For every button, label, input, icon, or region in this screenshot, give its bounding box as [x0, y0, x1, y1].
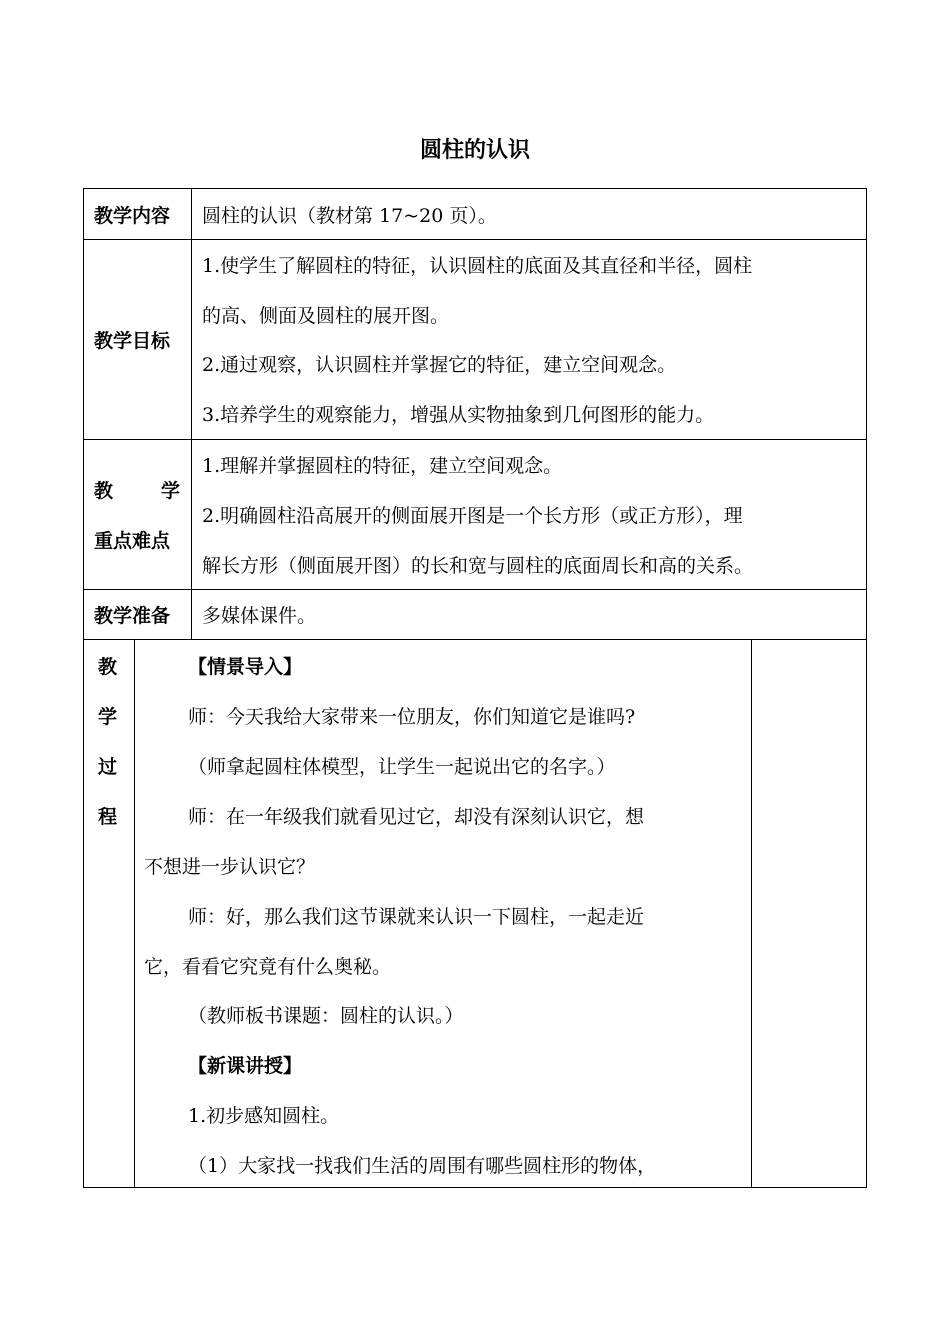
process-label-char: 过	[98, 756, 118, 778]
row-label-keypoints-b: 学	[161, 480, 181, 502]
page-title: 圆柱的认识	[419, 137, 530, 163]
process-line: 不想进一步认识它？	[144, 856, 316, 878]
row-divider	[83, 439, 867, 440]
row-label-goals: 教学目标	[94, 330, 171, 352]
row-label-content: 教学内容	[94, 205, 171, 227]
process-line: 师：今天我给大家带来一位朋友，你们知道它是谁吗?	[188, 706, 636, 728]
keypoints-line: 解长方形（侧面展开图）的长和宽与圆柱的底面周长和高的关系。	[202, 555, 754, 577]
keypoints-line: 1.理解并掌握圆柱的特征，建立空间观念。	[202, 455, 563, 477]
goals-line: 3.培养学生的观察能力，增强从实物抽象到几何图形的能力。	[202, 404, 715, 426]
column-divider	[191, 188, 192, 640]
process-line: 师：好，那么我们这节课就来认识一下圆柱，一起走近	[188, 906, 645, 928]
table-border-left	[83, 188, 84, 1188]
prep-text: 多媒体课件。	[202, 605, 317, 627]
section-heading-new-lesson: 【新课讲授】	[188, 1055, 303, 1077]
column-divider	[751, 639, 752, 1188]
row-label-keypoints-a: 教	[94, 480, 114, 502]
column-divider	[134, 639, 135, 1188]
process-line: （教师板书课题：圆柱的认识。）	[188, 1005, 464, 1027]
content-text: 圆柱的认识（教材第 17~20 页）。	[202, 205, 497, 227]
process-line: 1.初步感知圆柱。	[188, 1105, 340, 1127]
row-label-keypoints-c: 重点难点	[94, 530, 171, 552]
process-line: （1）大家找一找我们生活的周围有哪些圆柱形的物体，	[188, 1155, 657, 1177]
table-border-right	[866, 188, 867, 1188]
keypoints-line: 2.明确圆柱沿高展开的侧面展开图是一个长方形（或正方形），理	[202, 505, 743, 527]
section-heading-intro: 【情景导入】	[188, 656, 303, 678]
table-border-top	[83, 188, 867, 189]
row-divider	[83, 239, 867, 240]
goals-line: 1.使学生了解圆柱的特征，认识圆柱的底面及其直径和半径，圆柱	[202, 255, 753, 277]
process-line: 它，看看它究竟有什么奥秘。	[144, 956, 392, 978]
goals-line: 的高、侧面及圆柱的展开图。	[202, 305, 450, 327]
process-label-char: 学	[98, 706, 118, 728]
goals-line: 2.通过观察，认识圆柱并掌握它的特征，建立空间观念。	[202, 354, 677, 376]
process-line: （师拿起圆柱体模型，让学生一起说出它的名字。）	[188, 756, 616, 778]
process-label-char: 程	[98, 806, 118, 828]
table-border-bottom	[83, 1187, 867, 1188]
process-line: 师：在一年级我们就看见过它，却没有深刻认识它，想	[188, 806, 645, 828]
row-divider	[83, 639, 867, 640]
row-label-prep: 教学准备	[94, 605, 171, 627]
process-label-char: 教	[98, 656, 118, 678]
row-divider	[83, 589, 867, 590]
